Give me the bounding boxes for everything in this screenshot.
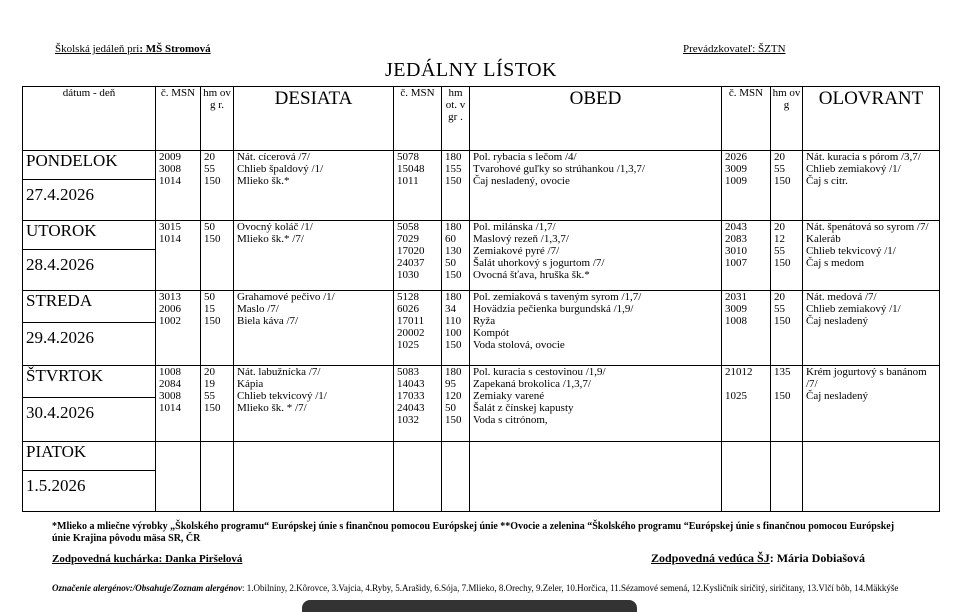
olovrant-msn-cell <box>722 151 771 221</box>
obed-weight: 34 <box>445 303 456 315</box>
obed-msn: 5083 <box>397 366 419 378</box>
obed-item: Voda stolová, ovocie <box>473 339 565 351</box>
desiata-item: Mlieko šk.* <box>237 175 290 187</box>
olovrant-item-cell <box>803 291 940 366</box>
day-name: PIATOK <box>23 442 155 471</box>
obed-item: Maslový rezeň /1,3,7/ <box>473 233 569 245</box>
olovrant-item: Nát. kuracia s pórom /3,7/ <box>806 151 921 163</box>
obed-weight: 50 <box>445 402 456 414</box>
school-header <box>55 43 211 55</box>
col-weight-obed: hm ot. v gr . <box>442 87 470 151</box>
desiata-msn: 3015 <box>159 221 181 233</box>
obed-item-cell <box>470 221 722 291</box>
obed-msn: 1011 <box>397 175 419 187</box>
desiata-weight: 20 <box>204 366 215 378</box>
day-row <box>23 221 940 291</box>
allergen-text: : 1.Obilniny, 2.Kôrovce, 3.Vajcia, 4.Ryby, 5.Arašidy, 6.Sója, 7.Mlieko, 8.Orechy, 9.Zeler, 10.Horčica, 11.Sézamové semená, 12.Kysličník siričitý, siričitany, 13.Vlčí bôb, 14.Mäkkýše <box>242 583 899 593</box>
desiata-weight-cell <box>201 366 234 442</box>
day-name: ŠTVRTOK <box>23 366 155 398</box>
desiata-weight-cell <box>201 221 234 291</box>
olovrant-msn: 2083 <box>725 233 747 245</box>
obed-item-cell <box>470 291 722 366</box>
obed-weight-cell <box>442 291 470 366</box>
obed-weight: 155 <box>445 163 462 175</box>
day-row <box>23 366 940 442</box>
col-msn-olovrant: č. MSN <box>722 87 771 151</box>
olovrant-item-cell <box>803 442 940 512</box>
operator-header: Prevádzkovateľ: ŠZTN <box>683 43 786 55</box>
desiata-item: Nát. labužnícka /7/ <box>237 366 321 378</box>
page-title: JEDÁLNY LÍSTOK <box>385 59 557 81</box>
desiata-msn: 2084 <box>159 378 181 390</box>
desiata-msn-cell <box>156 291 201 366</box>
obed-weight: 150 <box>445 339 462 351</box>
olovrant-weight: 55 <box>774 245 785 257</box>
obed-weight: 180 <box>445 366 462 378</box>
olovrant-msn: 1008 <box>725 315 747 327</box>
olovrant-item: Čaj s citr. <box>806 175 848 187</box>
olovrant-weight: 12 <box>774 233 785 245</box>
desiata-msn-cell <box>156 442 201 512</box>
obed-item: Pol. kuracia s cestovinou /1,9/ <box>473 366 606 378</box>
obed-msn: 15048 <box>397 163 425 175</box>
desiata-item-cell <box>234 221 394 291</box>
obed-item-cell <box>470 151 722 221</box>
obed-item: Pol. zemiaková s taveným syrom /1,7/ <box>473 291 642 303</box>
olovrant-msn: 3009 <box>725 163 747 175</box>
obed-msn-cell <box>394 151 442 221</box>
obed-msn: 24037 <box>397 257 425 269</box>
day-row <box>23 291 940 366</box>
obed-item: Čaj nesladený, ovocie <box>473 175 570 187</box>
olovrant-weight-cell <box>771 221 803 291</box>
obed-msn: 17011 <box>397 315 425 327</box>
desiata-msn: 1014 <box>159 175 181 187</box>
obed-item: Zemiaky varené <box>473 390 545 402</box>
desiata-weight: 15 <box>204 303 215 315</box>
obed-weight: 150 <box>445 175 462 187</box>
obed-msn: 1030 <box>397 269 419 281</box>
obed-item: Ryža <box>473 315 496 327</box>
obed-item: Pol. milánska /1,7/ <box>473 221 556 233</box>
desiata-weight: 55 <box>204 390 215 402</box>
col-weight-olovrant: hm ov g <box>771 87 803 151</box>
obed-weight-cell <box>442 221 470 291</box>
obed-msn-cell <box>394 366 442 442</box>
olovrant-weight: 55 <box>774 303 785 315</box>
desiata-msn: 2006 <box>159 303 181 315</box>
desiata-msn-cell <box>156 221 201 291</box>
desiata-weight: 150 <box>204 175 221 187</box>
obed-msn-cell <box>394 291 442 366</box>
desiata-item: Mlieko šk.* /7/ <box>237 233 304 245</box>
obed-msn: 17020 <box>397 245 425 257</box>
day-cell <box>23 291 156 366</box>
olovrant-msn: 2031 <box>725 291 747 303</box>
olovrant-item-cell <box>803 221 940 291</box>
day-cell <box>23 221 156 291</box>
day-row <box>23 442 940 512</box>
col-msn-obed: č. MSN <box>394 87 442 151</box>
day-rows <box>23 151 940 512</box>
olovrant-weight: 20 <box>774 291 785 303</box>
obed-msn: 5128 <box>397 291 419 303</box>
olovrant-msn-cell <box>722 291 771 366</box>
school-name: : MŠ Stromová <box>139 43 211 55</box>
footnote: *Mlieko a mliečne výrobky „Školského programu“ Európskej únie s finančnou pomocou Európskej únie **Ovocie a zelenina “Školského programu “Európskej únie s finančnou pomocou Európskej únie Krajina pôvodu mäsa SR, ČR <box>52 521 895 544</box>
obed-msn: 5078 <box>397 151 419 163</box>
obed-weight-cell <box>442 442 470 512</box>
obed-msn: 1032 <box>397 414 419 426</box>
obed-msn: 24043 <box>397 402 425 414</box>
olovrant-weight: 150 <box>774 315 791 327</box>
obed-item: Kompót <box>473 327 510 339</box>
olovrant-item: Čaj s medom <box>806 257 865 269</box>
olovrant-msn: 1007 <box>725 257 747 269</box>
desiata-msn-cell <box>156 151 201 221</box>
olovrant-msn-cell <box>722 221 771 291</box>
olovrant-item: Nát. špenátová so syrom /7/ <box>806 221 929 233</box>
desiata-weight: 20 <box>204 151 215 163</box>
obed-item: Ovocná šťava, hruška šk.* <box>473 269 590 281</box>
desiata-msn: 1002 <box>159 315 181 327</box>
desiata-msn: 1014 <box>159 233 181 245</box>
obed-msn: 14043 <box>397 378 425 390</box>
day-cell <box>23 366 156 442</box>
head-name: : Mária Dobiašová <box>769 551 866 565</box>
obed-weight: 110 <box>445 315 462 327</box>
desiata-weight: 150 <box>204 315 221 327</box>
col-weight-desiata: hm ov g r. <box>201 87 234 151</box>
olovrant-item: Kaleráb <box>806 233 841 245</box>
olovrant-msn: 1009 <box>725 175 747 187</box>
desiata-weight: 150 <box>204 233 221 245</box>
obed-msn: 7029 <box>397 233 419 245</box>
olovrant-msn-cell <box>722 366 771 442</box>
desiata-msn: 1008 <box>159 366 181 378</box>
olovrant-item: Chlieb zemiakový /1/ <box>806 303 901 315</box>
day-date: 30.4.2026 <box>26 403 94 422</box>
overlay-bar <box>302 600 637 612</box>
day-date: 28.4.2026 <box>26 255 94 274</box>
obed-weight: 180 <box>445 221 462 233</box>
obed-msn: 20002 <box>397 327 425 339</box>
olovrant-msn: 3009 <box>725 303 747 315</box>
table-header-row <box>23 87 940 151</box>
olovrant-weight: 150 <box>774 390 791 402</box>
obed-weight: 130 <box>445 245 462 257</box>
olovrant-weight: 20 <box>774 151 785 163</box>
obed-item: Voda s citrónom, <box>473 414 548 426</box>
olovrant-weight: 55 <box>774 163 785 175</box>
desiata-item-cell <box>234 366 394 442</box>
col-desiata: DESIATA <box>234 87 394 151</box>
olovrant-weight: 20 <box>774 221 785 233</box>
obed-msn: 6026 <box>397 303 419 315</box>
desiata-msn: 2009 <box>159 151 181 163</box>
desiata-item: Maslo /7/ <box>237 303 279 315</box>
olovrant-item: Chlieb tekvicový /1/ <box>806 245 896 257</box>
desiata-item: Nát. cícerová /7/ <box>237 151 310 163</box>
desiata-weight: 19 <box>204 378 215 390</box>
obed-weight: 95 <box>445 378 456 390</box>
obed-msn: 1025 <box>397 339 419 351</box>
desiata-item: Ovocný koláč /1/ <box>237 221 313 233</box>
olovrant-weight <box>774 378 802 390</box>
day-cell <box>23 442 156 512</box>
obed-item-cell <box>470 442 722 512</box>
olovrant-msn: 21012 <box>725 366 753 378</box>
desiata-item: Mlieko šk. * /7/ <box>237 402 307 414</box>
col-obed: OBED <box>470 87 722 151</box>
olovrant-msn: 3010 <box>725 245 747 257</box>
col-msn-desiata: č. MSN <box>156 87 201 151</box>
obed-msn-cell <box>394 221 442 291</box>
day-date: 1.5.2026 <box>26 476 86 495</box>
desiata-weight-cell <box>201 442 234 512</box>
desiata-msn: 1014 <box>159 402 181 414</box>
obed-weight-cell <box>442 151 470 221</box>
olovrant-msn: 2026 <box>725 151 747 163</box>
desiata-item-cell <box>234 151 394 221</box>
olovrant-weight-cell <box>771 366 803 442</box>
obed-item: Šalát uhorkový s jogurtom /7/ <box>473 257 605 269</box>
desiata-msn-cell <box>156 366 201 442</box>
desiata-item: Biela káva /7/ <box>237 315 299 327</box>
day-date: 29.4.2026 <box>26 328 94 347</box>
olovrant-weight-cell <box>771 151 803 221</box>
desiata-item: Chlieb tekvicový /1/ <box>237 390 327 402</box>
olovrant-item: Čaj nesladený <box>806 315 869 327</box>
responsible-cook: Zodpovedná kuchárka: Danka Piršelová <box>52 553 243 565</box>
allergen-legend <box>52 583 932 594</box>
olovrant-item: Nát. medová /7/ <box>806 291 877 303</box>
olovrant-item: Čaj nesladený <box>806 390 869 402</box>
obed-item: Zemiakové pyré /7/ <box>473 245 560 257</box>
desiata-weight: 50 <box>204 291 215 303</box>
olovrant-weight-cell <box>771 442 803 512</box>
obed-item: Zapekaná brokolica /1,3,7/ <box>473 378 591 390</box>
olovrant-msn-cell <box>722 442 771 512</box>
obed-msn: 5058 <box>397 221 419 233</box>
obed-item: Hovädzia pečienka burgundská /1,9/ <box>473 303 634 315</box>
olovrant-weight: 135 <box>774 366 791 378</box>
desiata-msn: 3013 <box>159 291 181 303</box>
olovrant-msn: 1025 <box>725 390 747 402</box>
day-cell <box>23 151 156 221</box>
olovrant-msn: 2043 <box>725 221 747 233</box>
desiata-item-cell <box>234 442 394 512</box>
obed-item: Pol. rybacia s lečom /4/ <box>473 151 577 163</box>
desiata-msn: 3008 <box>159 390 181 402</box>
olovrant-item: Chlieb zemiakový /1/ <box>806 163 901 175</box>
desiata-weight: 150 <box>204 402 221 414</box>
obed-weight: 180 <box>445 291 462 303</box>
obed-weight: 180 <box>445 151 462 163</box>
olovrant-item: Krém jogurtový s banánom /7/ <box>806 366 927 390</box>
olovrant-weight: 150 <box>774 175 791 187</box>
menu-table <box>22 86 940 512</box>
olovrant-msn <box>725 378 770 390</box>
obed-weight: 60 <box>445 233 456 245</box>
allergen-label: Označenie alergénov:/Obsahuje/Zoznam alergénov <box>52 583 242 593</box>
olovrant-item-cell <box>803 151 940 221</box>
desiata-msn: 3008 <box>159 163 181 175</box>
obed-weight: 150 <box>445 414 462 426</box>
desiata-weight-cell <box>201 291 234 366</box>
obed-item-cell <box>470 366 722 442</box>
day-date: 27.4.2026 <box>26 185 94 204</box>
obed-msn: 17033 <box>397 390 425 402</box>
desiata-item: Kápia <box>237 378 264 390</box>
desiata-weight: 55 <box>204 163 215 175</box>
obed-weight: 100 <box>445 327 462 339</box>
desiata-weight-cell <box>201 151 234 221</box>
obed-item: Tvarohové guľky so strúhankou /1,3,7/ <box>473 163 645 175</box>
col-date-day: dátum - deň <box>23 87 156 151</box>
desiata-weight: 50 <box>204 221 215 233</box>
day-name: UTOROK <box>23 221 155 250</box>
obed-weight: 120 <box>445 390 462 402</box>
desiata-item: Grahamové pečivo /1/ <box>237 291 335 303</box>
day-row <box>23 151 940 221</box>
olovrant-item-cell <box>803 366 940 442</box>
desiata-item-cell <box>234 291 394 366</box>
obed-weight: 50 <box>445 257 456 269</box>
day-name: PONDELOK <box>23 151 155 180</box>
day-name: STREDA <box>23 291 155 323</box>
obed-item: Šalát z čínskej kapusty <box>473 402 574 414</box>
school-label: Školská jedáleň pri <box>55 43 140 55</box>
desiata-item: Chlieb špaldový /1/ <box>237 163 324 175</box>
col-olovrant: OLOVRANT <box>803 87 940 151</box>
olovrant-weight: 150 <box>774 257 791 269</box>
obed-weight-cell <box>442 366 470 442</box>
obed-msn-cell <box>394 442 442 512</box>
head-label: Zodpovedná vedúca ŠJ <box>651 551 770 565</box>
obed-weight: 150 <box>445 269 462 281</box>
olovrant-weight-cell <box>771 291 803 366</box>
responsible-head <box>651 551 865 566</box>
